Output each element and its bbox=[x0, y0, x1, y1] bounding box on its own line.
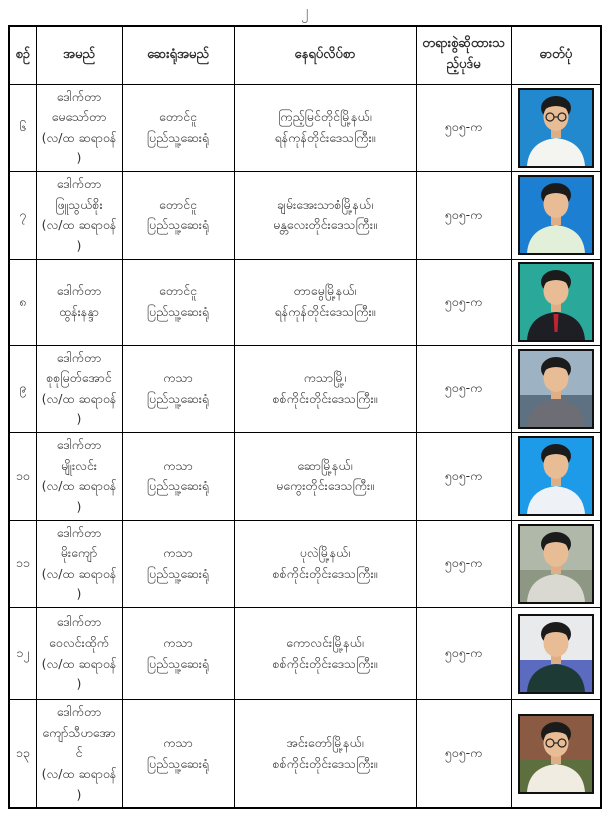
cell-serial-number: ၈ bbox=[9, 259, 36, 345]
col-header-section: တရားစွဲဆိုထားသည့်ပုဒ်မ bbox=[416, 26, 511, 84]
cell-address: ကသာမြို့၊ စစ်ကိုင်းတိုင်းဒေသကြီး။ bbox=[234, 345, 416, 433]
cell-hospital-name: တောင်ငူ ပြည်သူ့ဆေးရုံ bbox=[122, 84, 234, 172]
table-row bbox=[9, 433, 601, 521]
cell-doctor-name: ဒေါက်တာ မေသော်တာ (လ/ထ ဆရာဝန်) bbox=[36, 84, 122, 172]
cell-serial-number: ၁၀ bbox=[9, 433, 36, 521]
doctor-photo bbox=[518, 88, 594, 168]
doctor-photo bbox=[518, 175, 594, 255]
table-row bbox=[9, 520, 601, 608]
cell-charged-section: ၅၀၅-က bbox=[416, 700, 511, 809]
cell-address: တာမွေမြို့နယ်၊ ရန်ကုန်တိုင်းဒေသကြီး။ bbox=[234, 259, 416, 345]
col-header-serial: စဉ် bbox=[9, 26, 36, 84]
cell-photo bbox=[511, 700, 601, 809]
doctor-photo bbox=[518, 614, 594, 694]
cell-serial-number: ၁၁ bbox=[9, 520, 36, 608]
cell-hospital-name: ကသာ ပြည်သူ့ဆေးရုံ bbox=[122, 700, 234, 809]
page-number: ၂ bbox=[300, 2, 309, 20]
portrait-graphic bbox=[520, 438, 592, 514]
table-body bbox=[9, 84, 601, 808]
cell-doctor-name: ဒေါက်တာ ဖြူသွယ်စိုး (လ/ထ ဆရာဝန်) bbox=[36, 172, 122, 260]
table-row bbox=[9, 259, 601, 345]
header-row bbox=[9, 26, 601, 84]
cell-doctor-name: ဒေါက်တာ မိုးကျော် (လ/ထ ဆရာဝန်) bbox=[36, 520, 122, 608]
cell-hospital-name: ကသာ ပြည်သူ့ဆေးရုံ bbox=[122, 520, 234, 608]
cell-doctor-name: ဒေါက်တာ ကျော်သီဟအောင် (လ/ထ ဆရာဝန်) bbox=[36, 700, 122, 809]
col-header-hospital: ဆေးရုံအမည် bbox=[122, 26, 234, 84]
cell-serial-number: ၉ bbox=[9, 345, 36, 433]
cell-doctor-name: ဒေါက်တာ ထွန်းနန္ဒာ bbox=[36, 259, 122, 345]
cell-address: ချမ်းအေးသာစံမြို့နယ်၊ မန္တလေးတိုင်းဒေသကြီး။ bbox=[234, 172, 416, 260]
col-header-address: နေရပ်လိပ်စာ bbox=[234, 26, 416, 84]
cell-hospital-name: တောင်ငူ ပြည်သူ့ဆေးရုံ bbox=[122, 172, 234, 260]
cell-address: ပုလဲမြို့နယ်၊ စစ်ကိုင်းတိုင်းဒေသကြီး။ bbox=[234, 520, 416, 608]
cell-hospital-name: ကသာ ပြည်သူ့ဆေးရုံ bbox=[122, 608, 234, 700]
cell-photo bbox=[511, 84, 601, 172]
cell-charged-section: ၅၀၅-က bbox=[416, 433, 511, 521]
cell-charged-section: ၅၀၅-က bbox=[416, 608, 511, 700]
doctor-photo bbox=[518, 524, 594, 604]
cell-photo bbox=[511, 433, 601, 521]
cell-serial-number: ၇ bbox=[9, 172, 36, 260]
cell-doctor-name: ဒေါက်တာ ဝေလင်းထိုက် (လ/ထ ဆရာဝန်) bbox=[36, 608, 122, 700]
doctor-photo bbox=[518, 262, 594, 342]
cell-photo bbox=[511, 345, 601, 433]
doctor-photo bbox=[518, 349, 594, 429]
cell-charged-section: ၅၀၅-က bbox=[416, 84, 511, 172]
cell-serial-number: ၁၃ bbox=[9, 700, 36, 809]
doctor-photo bbox=[518, 714, 594, 794]
cell-photo bbox=[511, 259, 601, 345]
col-header-name: အမည် bbox=[36, 26, 122, 84]
cell-photo bbox=[511, 172, 601, 260]
col-header-photo: ဓာတ်ပုံ bbox=[511, 26, 601, 84]
cell-charged-section: ၅၀၅-က bbox=[416, 345, 511, 433]
portrait-graphic bbox=[520, 526, 592, 602]
cell-hospital-name: ကသာ ပြည်သူ့ဆေးရုံ bbox=[122, 345, 234, 433]
cell-hospital-name: ကသာ ပြည်သူ့ဆေးရုံ bbox=[122, 433, 234, 521]
portrait-graphic bbox=[520, 716, 592, 792]
portrait-graphic bbox=[520, 616, 592, 692]
doctor-photo bbox=[518, 436, 594, 516]
table-row bbox=[9, 608, 601, 700]
table-header bbox=[9, 26, 601, 84]
cell-address: အင်းတော်မြို့နယ်၊ စစ်ကိုင်းတိုင်းဒေသကြီး။ bbox=[234, 700, 416, 809]
cell-address: ဆောမြို့နယ်၊ မကွေးတိုင်းဒေသကြီး။ bbox=[234, 433, 416, 521]
cell-doctor-name: ဒေါက်တာ စုစုမြတ်အောင် (လ/ထ ဆရာဝန်) bbox=[36, 345, 122, 433]
table-row bbox=[9, 345, 601, 433]
cell-photo bbox=[511, 608, 601, 700]
portrait-graphic bbox=[520, 177, 592, 253]
cell-hospital-name: တောင်ငူ ပြည်သူ့ဆေးရုံ bbox=[122, 259, 234, 345]
cell-address: ကြည့်မြင်တိုင်မြို့နယ်၊ ရန်ကုန်တိုင်းဒေသကြီး။ bbox=[234, 84, 416, 172]
charged-doctors-table bbox=[8, 25, 602, 809]
cell-charged-section: ၅၀၅-က bbox=[416, 259, 511, 345]
cell-charged-section: ၅၀၅-က bbox=[416, 172, 511, 260]
cell-photo bbox=[511, 520, 601, 608]
portrait-graphic bbox=[520, 264, 592, 340]
portrait-graphic bbox=[520, 90, 592, 166]
cell-charged-section: ၅၀၅-က bbox=[416, 520, 511, 608]
table-row bbox=[9, 700, 601, 809]
cell-doctor-name: ဒေါက်တာ မျိုးလင်း (လ/ထ ဆရာဝန်) bbox=[36, 433, 122, 521]
cell-serial-number: ၁၂ bbox=[9, 608, 36, 700]
cell-address: ကောလင်းမြို့နယ်၊ စစ်ကိုင်းတိုင်းဒေသကြီး။ bbox=[234, 608, 416, 700]
table-row bbox=[9, 172, 601, 260]
portrait-graphic bbox=[520, 351, 592, 427]
cell-serial-number: ၆ bbox=[9, 84, 36, 172]
table-row bbox=[9, 84, 601, 172]
